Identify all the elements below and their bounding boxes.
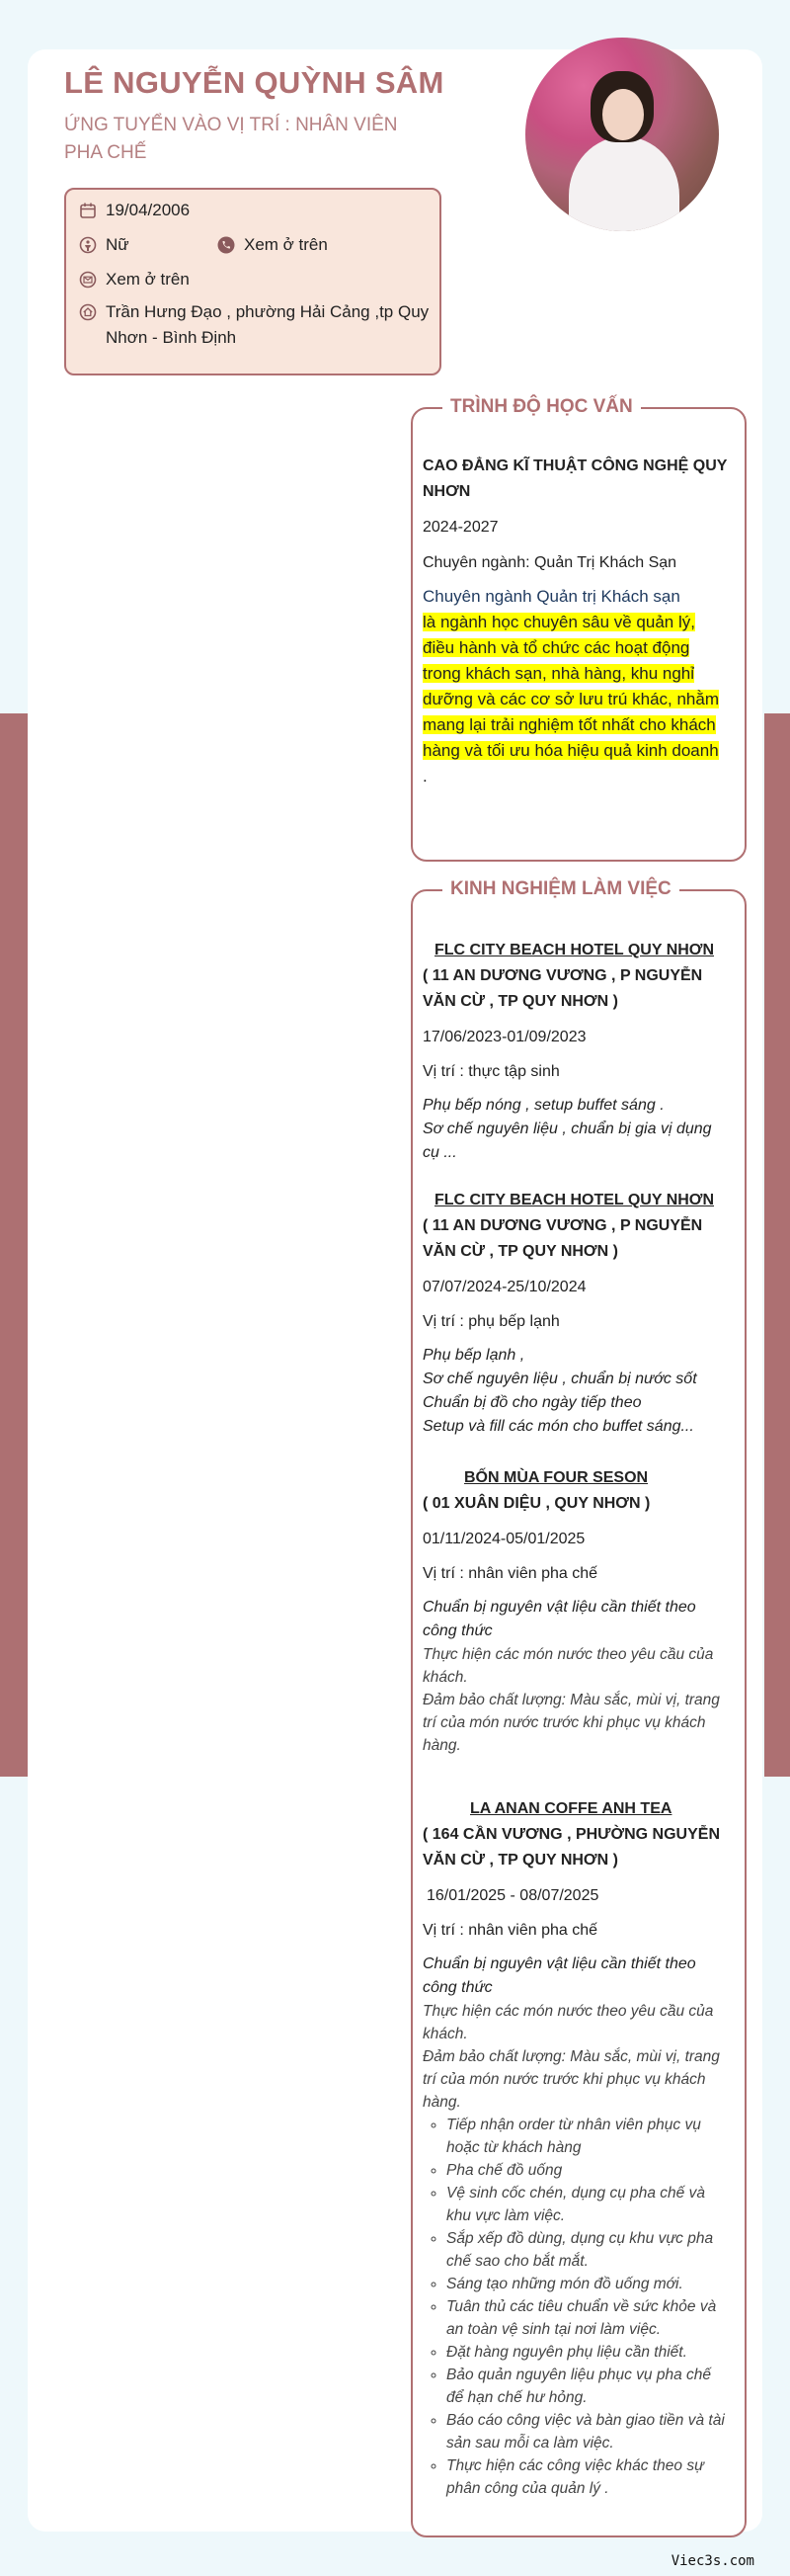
company-address: ( 11 AN DƯƠNG VƯƠNG , P NGUYỄN VĂN CỪ , TP QUY NHƠN ) xyxy=(423,967,703,1010)
job-duties: Chuẩn bị nguyên vật liệu cần thiết theo công thức xyxy=(423,1599,696,1639)
job-details: Thực hiện các món nước theo yêu cầu của khách. Đảm bảo chất lượng: Màu sắc, mùi vị, trang trí của món nước trước khi phục vụ khách hàng. xyxy=(423,1646,720,1754)
job-duties: Chuẩn bị nguyên vật liệu cần thiết theo công thức xyxy=(423,1955,696,1996)
list-item: ◦ Tuân thủ các tiêu chuẩn về sức khỏe và an toàn vệ sinh tại nơi làm việc. xyxy=(446,2295,729,2341)
list-item: ◦ Thực hiện các công việc khác theo sự phân công của quản lý . xyxy=(446,2454,729,2500)
study-period: 2024-2027 xyxy=(423,519,499,536)
job-duties: Phụ bếp lạnh , Sơ chế nguyên liệu , chuẩn bị nước sốt Chuẩn bị đồ cho ngày tiếp theo Setup và fill các món cho buffet sáng... xyxy=(423,1347,697,1435)
job-entry xyxy=(423,1796,729,2500)
job-entry xyxy=(423,1465,729,1757)
duty-list xyxy=(423,2114,729,2500)
gender-icon xyxy=(79,236,97,254)
description-highlight: là ngành học chuyên sâu về quản lý, điều hành và tổ chức các hoạt động trong khách sạn, nhà hàng, khu nghỉ dưỡng và các cơ sở lưu trú khác, nhằm mang lại trải nghiệm tốt nhất cho khách hàng và tối ưu hóa hiệu quả kinh doanh xyxy=(423,613,719,760)
avatar xyxy=(525,38,719,231)
experience-title: KINH NGHIỆM LÀM VIỆC xyxy=(442,878,679,900)
phone-icon xyxy=(217,236,235,254)
job-period: 17/06/2023-01/09/2023 xyxy=(423,1029,587,1045)
job-role: Vị trí : phụ bếp lạnh xyxy=(423,1313,560,1330)
list-item: ◦ Vệ sinh cốc chén, dụng cụ pha chế và khu vực làm việc. xyxy=(446,2182,729,2227)
address-value: Trần Hưng Đạo , phường Hải Cảng ,tp Quy Nhơn - Bình Định xyxy=(106,302,430,347)
calendar-icon xyxy=(79,202,97,219)
job-period: 01/11/2024-05/01/2025 xyxy=(423,1531,586,1547)
right-accent-band xyxy=(764,713,790,1777)
company-name: FLC CITY BEACH HOTEL QUY NHƠN xyxy=(434,1192,714,1208)
description-lead: Chuyên ngành Quản trị Khách sạn xyxy=(423,587,680,606)
company-name: LA ANAN COFFE ANH TEA xyxy=(470,1800,672,1817)
company-address: ( 164 CẦN VƯƠNG , PHƯỜNG NGUYỄN VĂN CỪ , TP QUY NHƠN ) xyxy=(423,1826,720,1869)
list-item: ◦ Sáng tạo những món đồ uống mới. xyxy=(446,2273,729,2295)
school-name: CAO ĐẲNG KĨ THUẬT CÔNG NGHỆ QUY NHƠN xyxy=(423,457,728,500)
list-item: ◦ Tiếp nhận order từ nhân viên phục vụ hoặc từ khách hàng xyxy=(446,2114,729,2159)
company-name: FLC CITY BEACH HOTEL QUY NHƠN xyxy=(434,942,714,958)
list-item: ◦ Báo cáo công việc và bàn giao tiền và tài sản sau mỗi ca làm việc. xyxy=(446,2409,729,2454)
list-item: ◦ Pha chế đồ uống xyxy=(446,2159,729,2182)
applied-position: ỨNG TUYỂN VÀO VỊ TRÍ : NHÂN VIÊN PHA CHẾ xyxy=(64,115,398,163)
company-address: ( 01 XUÂN DIỆU , QUY NHƠN ) xyxy=(423,1495,651,1512)
job-details: Thực hiện các món nước theo yêu cầu của khách. Đảm bảo chất lượng: Màu sắc, mùi vị, trang trí của món nước trước khi phục vụ khách hàng. xyxy=(423,2003,720,2111)
job-entry xyxy=(423,1188,729,1439)
job-role: Vị trí : nhân viên pha chế xyxy=(423,1565,597,1582)
job-period: 16/01/2025 - 08/07/2025 xyxy=(427,1887,599,1904)
list-item: ◦ Bảo quản nguyên liệu phục vụ pha chế để hạn chế hư hỏng. xyxy=(446,2364,729,2409)
dob-value: 19/04/2006 xyxy=(106,201,191,219)
candidate-name: LÊ NGUYỄN QUỲNH SÂM xyxy=(64,65,444,100)
description-end: . xyxy=(423,767,428,786)
list-item: ◦ Sắp xếp đồ dùng, dụng cụ khu vực pha chế sao cho bắt mắt. xyxy=(446,2227,729,2273)
home-icon xyxy=(79,303,97,321)
email-icon xyxy=(79,271,97,289)
job-period: 07/07/2024-25/10/2024 xyxy=(423,1279,587,1295)
list-item: ◦ Đặt hàng nguyên phụ liệu cần thiết. xyxy=(446,2341,729,2364)
personal-info-box xyxy=(64,188,441,375)
education-title: TRÌNH ĐỘ HỌC VẤN xyxy=(442,396,641,418)
major: Chuyên ngành: Quản Trị Khách Sạn xyxy=(423,554,677,571)
job-role: Vị trí : thực tập sinh xyxy=(423,1063,560,1080)
left-accent-band xyxy=(0,713,28,1777)
major-description xyxy=(423,584,729,789)
email-value: Xem ở trên xyxy=(106,270,190,289)
job-duties: Phụ bếp nóng , setup buffet sáng . Sơ chế nguyên liệu , chuẩn bị gia vị dụng cụ ... xyxy=(423,1097,712,1161)
company-name: BỐN MÙA FOUR SESON xyxy=(464,1469,649,1486)
job-entry xyxy=(423,938,729,1165)
company-address: ( 11 AN DƯƠNG VƯƠNG , P NGUYỄN VĂN CỪ , TP QUY NHƠN ) xyxy=(423,1217,703,1260)
job-role: Vị trí : nhân viên pha chế xyxy=(423,1922,597,1939)
gender-value: Nữ xyxy=(106,235,129,254)
footer-brand: Viec3s.com xyxy=(671,2553,754,2569)
phone-value: Xem ở trên xyxy=(244,235,328,254)
